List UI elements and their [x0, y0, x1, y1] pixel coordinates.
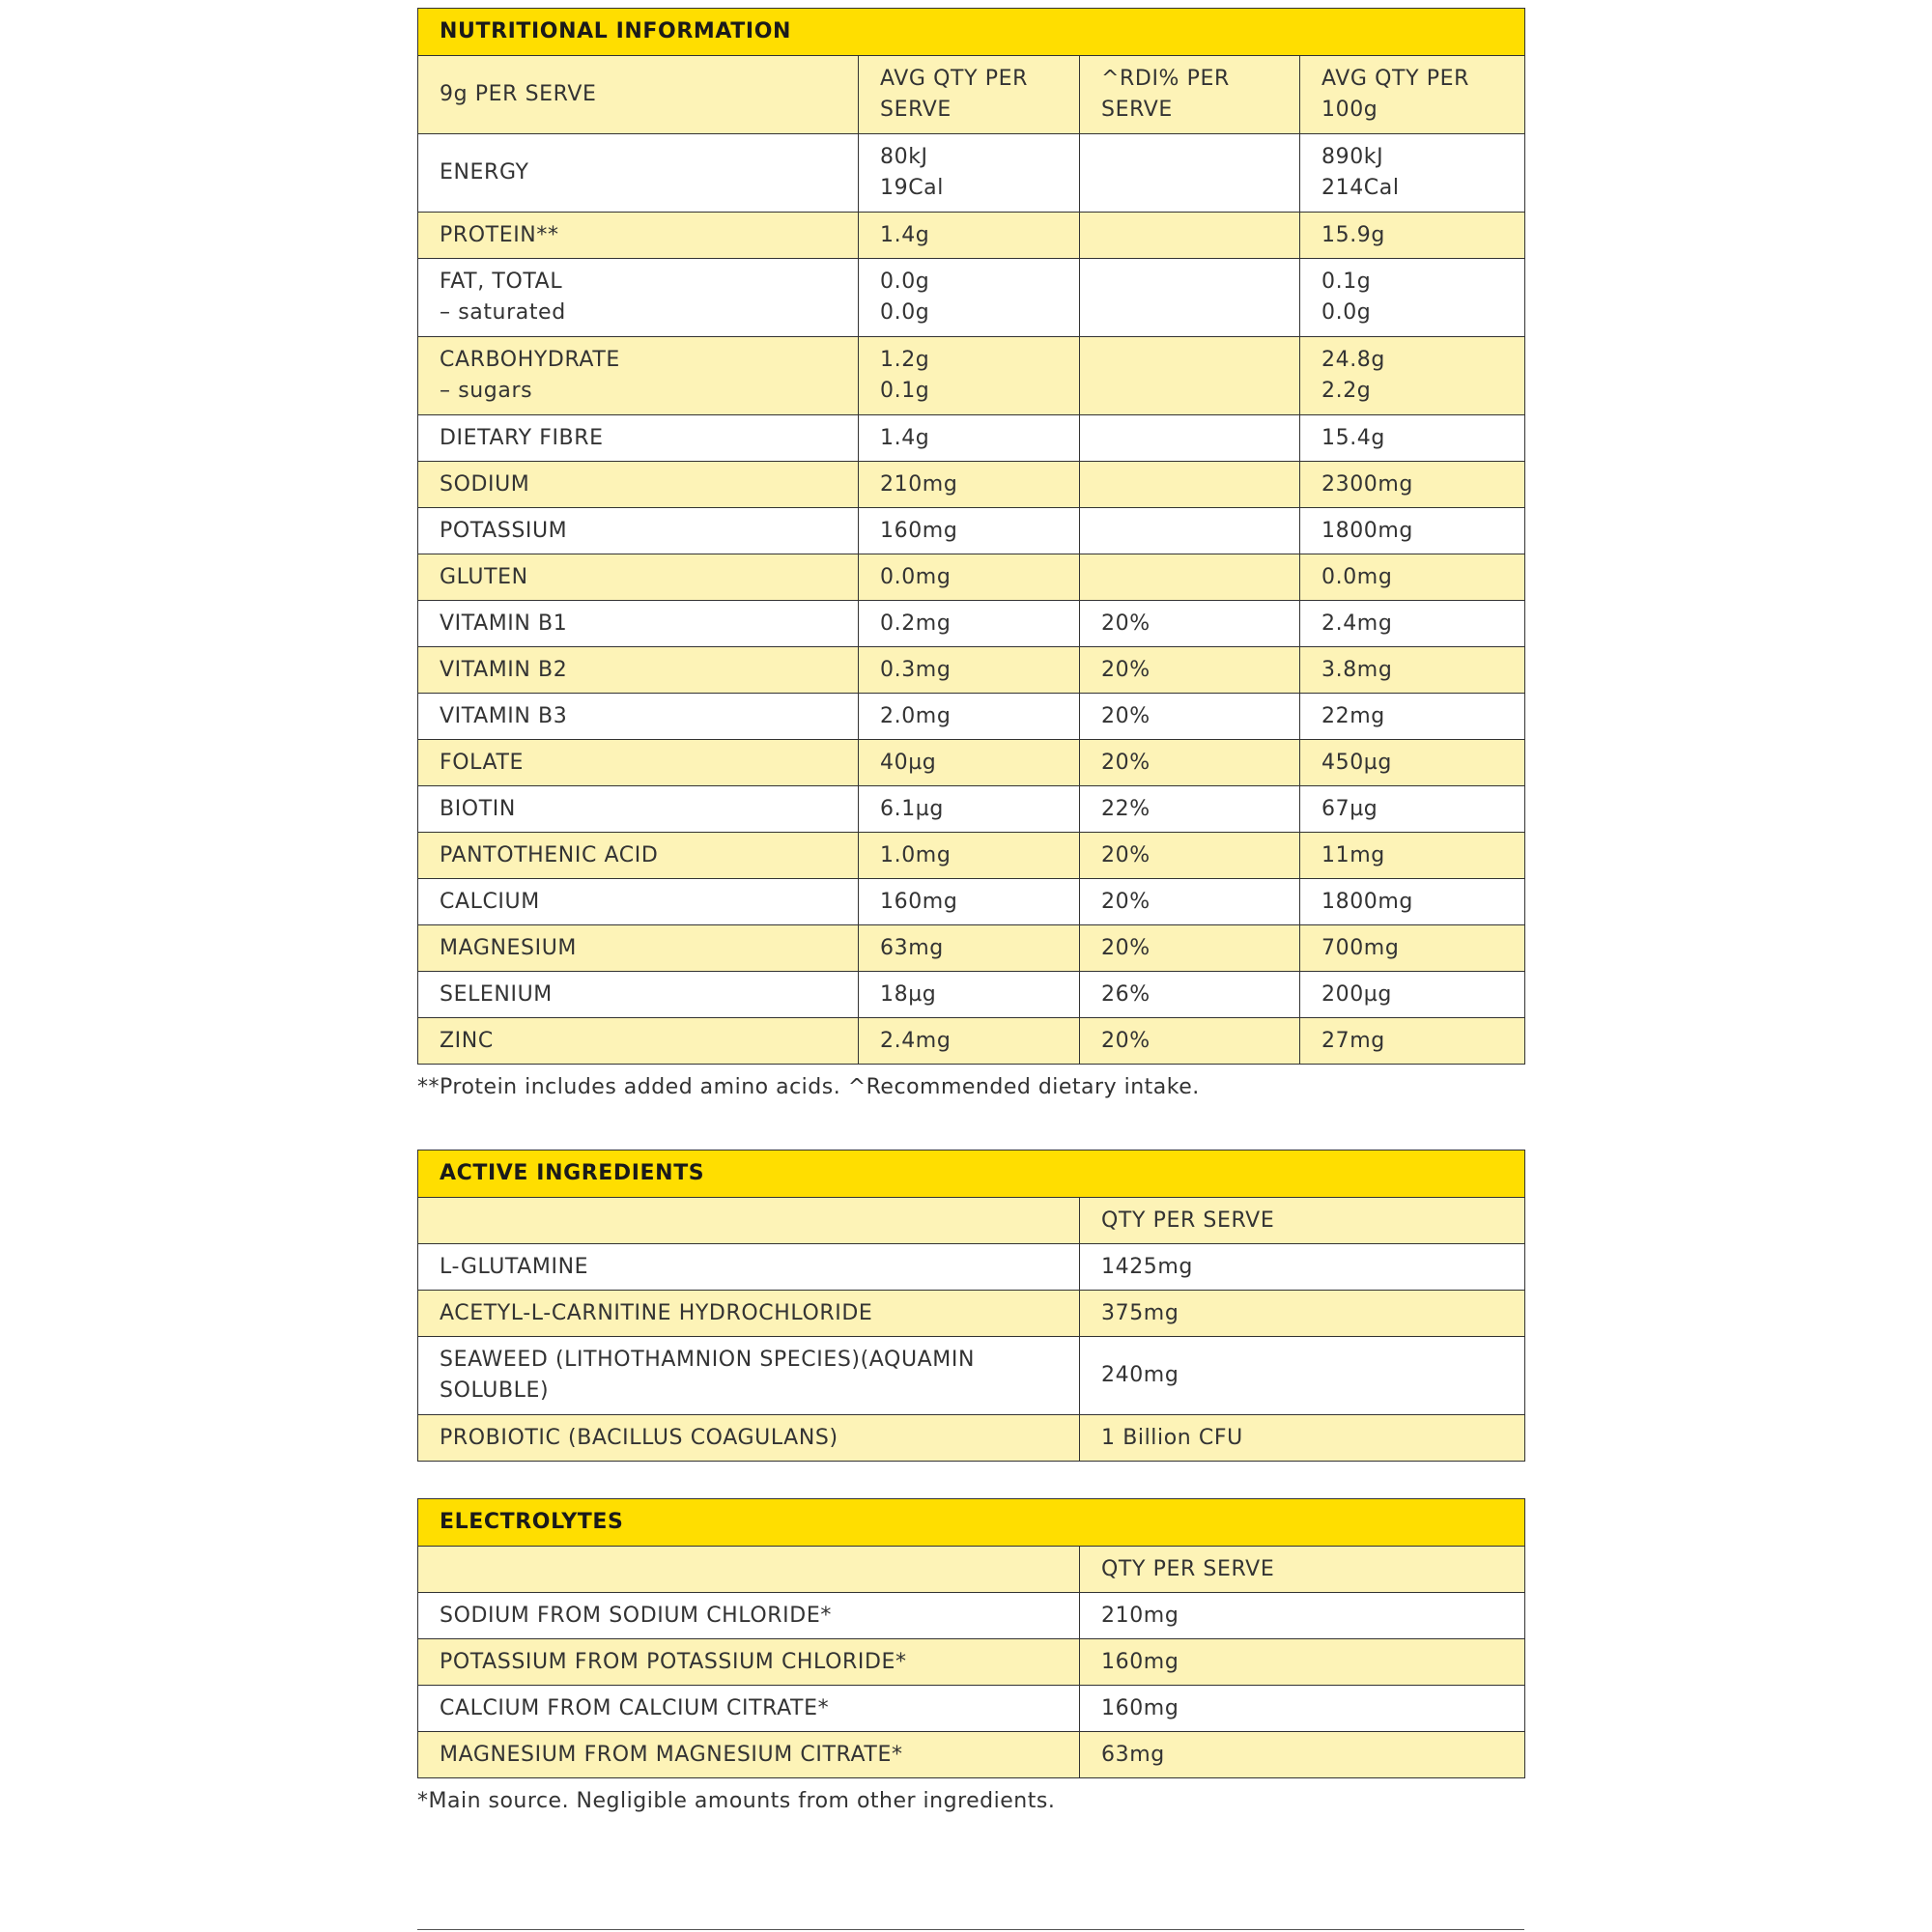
nutrient-per-100g-line: 15.9g [1321, 222, 1385, 247]
nutrient-per-serve [859, 508, 1080, 554]
ingredient-qty: 160mg [1080, 1639, 1525, 1686]
nutrient-per-serve-line: 1.4g [880, 425, 930, 450]
header-avg-qty-serve [859, 56, 1080, 134]
nutrient-name-line: POTASSIUM [440, 518, 568, 543]
nutrient-per-100g [1300, 833, 1525, 879]
nutrient-per-100g-line: 200µg [1321, 981, 1392, 1007]
nutrient-row [418, 694, 1525, 740]
nutrient-per-serve [859, 1018, 1080, 1065]
nutrient-rdi-line: 20% [1101, 750, 1151, 775]
nutrient-per-100g [1300, 462, 1525, 508]
nutrient-per-serve-line: 0.0mg [880, 564, 952, 589]
nutrient-per-serve-line: 160mg [880, 518, 958, 543]
ingredient-name [418, 1732, 1080, 1778]
nutrient-name-line: FAT, TOTAL [440, 270, 563, 294]
ingredient-name [418, 1686, 1080, 1732]
ingredient-qty: 1425mg [1080, 1244, 1525, 1291]
nutrient-name [418, 213, 859, 259]
electrolytes-footnote: *Main source. Negligible amounts from other ingredients. [417, 1789, 1056, 1813]
ingredient-qty: 210mg [1080, 1593, 1525, 1639]
nutrient-rdi-line: 20% [1101, 611, 1151, 636]
ingredient-name-line: SOLUBLE) [440, 1378, 550, 1403]
ingredient-name-line: POTASSIUM FROM POTASSIUM CHLORIDE* [440, 1649, 907, 1674]
nutrient-name-line: CALCIUM [440, 889, 540, 914]
ingredient-name-line: SEAWEED (LITHOTHAMNION SPECIES)(AQUAMIN [440, 1348, 976, 1372]
nutrient-per-100g-line: 1800mg [1321, 889, 1413, 914]
nutrient-rdi [1080, 972, 1300, 1018]
nutrient-rdi-line: 20% [1101, 889, 1151, 914]
header-line: ^RDI% PER [1101, 67, 1230, 91]
nutrient-rdi-line: 20% [1101, 842, 1151, 867]
nutrient-per-serve-line: 1.4g [880, 222, 930, 247]
ingredient-name [418, 1291, 1080, 1337]
nutrition-footnote: **Protein includes added amino acids. ^Recommended dietary intake. [417, 1075, 1200, 1099]
nutrient-name [418, 415, 859, 462]
electrolytes-header-row [418, 1547, 1525, 1593]
header-line: 100g [1321, 98, 1378, 122]
nutrient-rdi [1080, 601, 1300, 647]
nutrient-name [418, 337, 859, 415]
nutrient-name-line: FOLATE [440, 750, 525, 775]
nutrient-name [418, 740, 859, 786]
nutrient-rdi [1080, 415, 1300, 462]
nutrient-rdi-line: 26% [1101, 981, 1151, 1007]
active-ingredients-table [417, 1150, 1525, 1462]
nutrient-name [418, 508, 859, 554]
nutrient-per-100g [1300, 134, 1525, 213]
header-line: AVG QTY PER [880, 67, 1028, 91]
nutrient-row [418, 879, 1525, 925]
nutrient-rdi [1080, 740, 1300, 786]
electrolytes-header-blank [418, 1547, 1080, 1593]
nutrient-row [418, 601, 1525, 647]
ingredient-name-line: ACETYL-L-CARNITINE HYDROCHLORIDE [440, 1300, 873, 1325]
ingredient-qty: 1 Billion CFU [1080, 1415, 1525, 1462]
ingredient-qty: 375mg [1080, 1291, 1525, 1337]
nutrient-name [418, 879, 859, 925]
nutrient-per-100g [1300, 972, 1525, 1018]
active-body [418, 1244, 1525, 1462]
nutrient-rdi [1080, 833, 1300, 879]
nutrient-row [418, 740, 1525, 786]
electrolytes-title: ELECTROLYTES [418, 1499, 1525, 1547]
nutrient-per-100g-line: 890kJ [1321, 145, 1384, 169]
nutrient-per-serve-line: 80kJ [880, 145, 928, 169]
header-per-serve-size: 9g PER SERVE [418, 56, 859, 134]
nutrient-per-100g-line: 11mg [1321, 842, 1385, 867]
electrolytes-body [418, 1593, 1525, 1778]
nutrient-row [418, 833, 1525, 879]
ingredient-row [418, 1639, 1525, 1686]
header-rdi [1080, 56, 1300, 134]
ingredient-name [418, 1244, 1080, 1291]
ingredient-row [418, 1244, 1525, 1291]
nutrient-per-100g [1300, 213, 1525, 259]
nutrient-rdi [1080, 1018, 1300, 1065]
nutrient-per-100g [1300, 259, 1525, 337]
nutrient-row [418, 925, 1525, 972]
nutrient-row [418, 213, 1525, 259]
nutrient-rdi-line: 20% [1101, 703, 1151, 728]
ingredient-row [418, 1415, 1525, 1462]
nutrient-per-100g [1300, 337, 1525, 415]
bottom-divider [417, 1929, 1524, 1930]
nutrient-rdi-line: 20% [1101, 935, 1151, 960]
nutrient-rdi [1080, 647, 1300, 694]
nutrient-name [418, 1018, 859, 1065]
header-line: SERVE [880, 98, 952, 122]
nutrient-per-serve-line: 2.4mg [880, 1028, 952, 1053]
ingredient-name-line: L-GLUTAMINE [440, 1254, 589, 1279]
nutrient-per-serve [859, 259, 1080, 337]
nutrient-rdi [1080, 337, 1300, 415]
nutrient-per-serve [859, 554, 1080, 601]
nutrient-name [418, 134, 859, 213]
nutrient-per-100g-line: 2.4mg [1321, 611, 1393, 636]
nutrient-per-100g-line: 0.1g [1321, 270, 1372, 294]
nutrient-per-100g-line: 1800mg [1321, 518, 1413, 543]
ingredient-name-line: PROBIOTIC (BACILLUS COAGULANS) [440, 1425, 838, 1450]
ingredient-qty: 160mg [1080, 1686, 1525, 1732]
nutrient-per-serve [859, 833, 1080, 879]
ingredient-qty: 240mg [1080, 1337, 1525, 1415]
nutrient-rdi [1080, 134, 1300, 213]
ingredient-row [418, 1337, 1525, 1415]
ingredient-name [418, 1415, 1080, 1462]
nutrient-per-serve [859, 694, 1080, 740]
nutrient-name-line: SELENIUM [440, 981, 553, 1007]
ingredient-name [418, 1593, 1080, 1639]
active-header-row [418, 1198, 1525, 1244]
nutrient-per-100g-line: 2300mg [1321, 471, 1413, 497]
nutrient-per-serve-line: 210mg [880, 471, 958, 497]
nutrient-rdi [1080, 259, 1300, 337]
nutrient-per-100g-line: 2.2g [1321, 379, 1372, 403]
nutrition-header-row [418, 56, 1525, 134]
nutrient-name-line: VITAMIN B3 [440, 703, 568, 728]
nutrient-rdi [1080, 554, 1300, 601]
header-line: AVG QTY PER [1321, 67, 1469, 91]
nutrient-name-line: VITAMIN B1 [440, 611, 568, 636]
nutrient-row [418, 972, 1525, 1018]
nutrient-name [418, 601, 859, 647]
ingredient-name [418, 1337, 1080, 1415]
nutrient-per-serve-line: 40µg [880, 750, 937, 775]
ingredient-row [418, 1291, 1525, 1337]
nutrient-row [418, 786, 1525, 833]
nutrient-per-serve [859, 601, 1080, 647]
nutrient-per-serve-line: 2.0mg [880, 703, 952, 728]
nutrient-per-100g-line: 22mg [1321, 703, 1385, 728]
nutrient-name [418, 647, 859, 694]
nutrient-per-serve [859, 134, 1080, 213]
nutrient-row [418, 134, 1525, 213]
nutrient-per-100g-line: 0.0mg [1321, 564, 1393, 589]
nutrient-name-line: – sugars [440, 379, 533, 403]
active-title: ACTIVE INGREDIENTS [418, 1151, 1525, 1198]
nutrient-per-100g [1300, 879, 1525, 925]
nutrient-rdi [1080, 462, 1300, 508]
active-header-qty: QTY PER SERVE [1080, 1198, 1525, 1244]
nutrient-name [418, 833, 859, 879]
nutrient-per-100g [1300, 925, 1525, 972]
nutrient-per-100g [1300, 740, 1525, 786]
nutrient-row [418, 462, 1525, 508]
nutrient-row [418, 1018, 1525, 1065]
nutrient-per-serve-line: 160mg [880, 889, 958, 914]
nutrient-name-line: – saturated [440, 300, 566, 325]
nutrient-per-100g-line: 15.4g [1321, 425, 1385, 450]
nutrient-per-serve [859, 740, 1080, 786]
nutrient-per-100g-line: 27mg [1321, 1028, 1385, 1053]
nutrient-per-serve [859, 925, 1080, 972]
nutrient-per-serve [859, 972, 1080, 1018]
nutrient-rdi [1080, 508, 1300, 554]
nutrient-name-line: SODIUM [440, 471, 530, 497]
nutrient-rdi-line: 20% [1101, 1028, 1151, 1053]
nutrient-per-100g-line: 450µg [1321, 750, 1392, 775]
nutrient-name-line: VITAMIN B2 [440, 657, 568, 682]
nutrient-per-serve-line: 0.1g [880, 379, 930, 403]
nutrient-per-serve-line: 1.2g [880, 348, 930, 372]
ingredient-qty: 63mg [1080, 1732, 1525, 1778]
header-line: SERVE [1101, 98, 1173, 122]
nutrient-per-serve [859, 213, 1080, 259]
header-avg-qty-100g [1300, 56, 1525, 134]
ingredient-row [418, 1686, 1525, 1732]
nutrient-per-serve-line: 0.2mg [880, 611, 952, 636]
nutrient-name [418, 786, 859, 833]
nutrient-row [418, 415, 1525, 462]
nutrient-per-100g [1300, 694, 1525, 740]
nutrient-per-serve [859, 647, 1080, 694]
nutrient-per-serve [859, 337, 1080, 415]
nutrient-name-line: PROTEIN** [440, 222, 559, 247]
nutrient-name [418, 694, 859, 740]
nutrient-per-100g [1300, 601, 1525, 647]
nutrient-name [418, 259, 859, 337]
nutrient-per-serve [859, 879, 1080, 925]
nutrient-name [418, 972, 859, 1018]
nutrient-per-100g [1300, 647, 1525, 694]
electrolytes-header-qty: QTY PER SERVE [1080, 1547, 1525, 1593]
electrolytes-table [417, 1498, 1525, 1778]
nutrient-name-line: PANTOTHENIC ACID [440, 842, 659, 867]
nutrient-per-serve [859, 786, 1080, 833]
nutrient-row [418, 337, 1525, 415]
nutrient-rdi-line: 22% [1101, 796, 1151, 821]
nutrient-per-serve-line: 0.0g [880, 270, 930, 294]
nutrient-rdi [1080, 694, 1300, 740]
nutrient-name [418, 925, 859, 972]
nutrient-rdi [1080, 925, 1300, 972]
nutrition-title: NUTRITIONAL INFORMATION [418, 9, 1525, 56]
nutrient-per-100g [1300, 508, 1525, 554]
nutrient-per-serve-line: 19Cal [880, 176, 944, 200]
ingredient-name [418, 1639, 1080, 1686]
nutrient-rdi [1080, 213, 1300, 259]
nutrient-per-serve-line: 1.0mg [880, 842, 952, 867]
nutrient-row [418, 508, 1525, 554]
nutrient-row [418, 259, 1525, 337]
nutrient-per-100g-line: 700mg [1321, 935, 1400, 960]
nutrient-name-line: BIOTIN [440, 796, 516, 821]
nutrient-per-serve-line: 0.3mg [880, 657, 952, 682]
nutrient-per-serve-line: 0.0g [880, 300, 930, 325]
nutrient-per-100g-line: 0.0g [1321, 300, 1372, 325]
ingredient-row [418, 1593, 1525, 1639]
nutrient-per-serve [859, 415, 1080, 462]
nutrient-per-100g [1300, 1018, 1525, 1065]
nutrient-per-serve-line: 63mg [880, 935, 944, 960]
nutrient-rdi-line: 20% [1101, 657, 1151, 682]
nutrient-name-line: ZINC [440, 1028, 494, 1053]
nutrient-rdi [1080, 879, 1300, 925]
ingredient-name-line: MAGNESIUM FROM MAGNESIUM CITRATE* [440, 1742, 903, 1767]
nutrient-name-line: DIETARY FIBRE [440, 425, 604, 450]
nutrient-name-line: MAGNESIUM [440, 935, 577, 960]
nutrient-rdi [1080, 786, 1300, 833]
nutrient-per-100g-line: 3.8mg [1321, 657, 1393, 682]
nutrient-name-line: ENERGY [440, 160, 529, 185]
nutrient-per-100g-line: 214Cal [1321, 176, 1400, 200]
nutrient-per-100g-line: 67µg [1321, 796, 1378, 821]
nutrient-name [418, 554, 859, 601]
nutrient-name-line: CARBOHYDRATE [440, 348, 620, 372]
ingredient-name-line: CALCIUM FROM CALCIUM CITRATE* [440, 1695, 830, 1720]
nutrient-per-100g [1300, 554, 1525, 601]
nutrient-row [418, 554, 1525, 601]
nutrient-name-line: GLUTEN [440, 564, 528, 589]
nutrient-per-serve-line: 18µg [880, 981, 937, 1007]
nutrient-per-100g [1300, 786, 1525, 833]
ingredient-row [418, 1732, 1525, 1778]
nutrient-name [418, 462, 859, 508]
ingredient-name-line: SODIUM FROM SODIUM CHLORIDE* [440, 1603, 832, 1628]
nutrient-per-serve [859, 462, 1080, 508]
nutrient-per-serve-line: 6.1µg [880, 796, 944, 821]
nutrition-table [417, 8, 1525, 1065]
active-header-blank [418, 1198, 1080, 1244]
nutrition-body [418, 134, 1525, 1065]
nutrient-per-100g [1300, 415, 1525, 462]
nutrient-row [418, 647, 1525, 694]
nutrient-per-100g-line: 24.8g [1321, 348, 1385, 372]
